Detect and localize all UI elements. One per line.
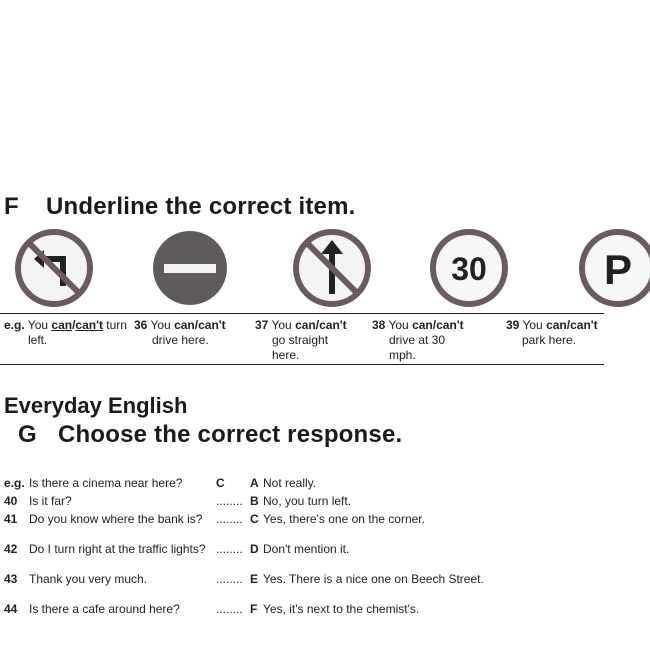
item-choice: can/can't: [412, 318, 464, 332]
speed-limit-text: 30: [451, 251, 487, 287]
response-letter: C: [250, 512, 259, 526]
item-post: turn: [106, 318, 127, 332]
question-row-41: [0, 512, 650, 528]
item-line2: drive here.: [152, 333, 209, 347]
response-letter: E: [250, 572, 259, 586]
item-choice: can/can't: [295, 318, 347, 332]
item-number: 36: [134, 318, 148, 332]
speed-limit-30-sign-icon: [429, 228, 509, 308]
signs-row: [0, 228, 650, 316]
response-letter: D: [250, 542, 259, 556]
no-left-turn-sign-icon: [14, 228, 94, 308]
question-text: Do you know where the bank is?: [29, 512, 203, 526]
item-line2: park here.: [522, 333, 577, 347]
question-text: Is it far?: [29, 494, 72, 508]
response-letter: A: [250, 476, 259, 490]
answer-blank[interactable]: ........: [216, 572, 243, 586]
item-pre: You: [388, 318, 409, 332]
question-text: Is there a cafe around here?: [29, 602, 180, 616]
item-pre: You: [27, 318, 49, 332]
section-f-title: Underline the correct item.: [46, 193, 356, 220]
item-choice-cant: can't: [75, 318, 103, 332]
everyday-english-title: Everyday English: [4, 393, 188, 418]
item-slash: /: [72, 318, 76, 332]
question-number: 41: [4, 512, 18, 526]
answer-blank[interactable]: ........: [216, 542, 243, 556]
item-line3: mph.: [389, 348, 416, 362]
question-text: Do I turn right at the traffic lights?: [29, 542, 206, 556]
response-text: No, you turn left.: [263, 494, 352, 508]
question-number: e.g.: [4, 476, 25, 490]
item-pre: You: [522, 318, 543, 332]
divider-bottom: [0, 364, 604, 365]
response-text: Not really.: [263, 476, 317, 490]
item-eg: [4, 318, 144, 348]
section-f-letter: F: [4, 193, 19, 220]
response-text: Yes, there's one on the corner.: [263, 512, 425, 526]
item-line2: left.: [28, 333, 48, 347]
answer-blank[interactable]: ........: [216, 494, 243, 508]
response-text: Yes, it's next to the chemist's.: [263, 602, 420, 616]
response-text: Yes. There is a nice one on Beech Street.: [263, 572, 484, 586]
question-row-44: [0, 602, 650, 618]
item-38: [372, 318, 492, 363]
no-entry-sign-icon: [150, 228, 230, 308]
question-text: Is there a cinema near here?: [29, 476, 183, 490]
question-row-40: [0, 494, 650, 510]
item-line2: drive at 30: [389, 333, 446, 347]
section-g-letter: G: [18, 421, 37, 448]
answer-blank[interactable]: ........: [216, 512, 243, 526]
question-row-43: [0, 572, 650, 588]
question-answer: C: [216, 476, 225, 490]
item-number: 38: [372, 318, 386, 332]
item-number: e.g.: [4, 318, 25, 332]
item-line2: go straight: [272, 333, 329, 347]
item-39: [506, 318, 626, 348]
divider-top: [0, 313, 604, 314]
item-pre: You: [271, 318, 292, 332]
item-line3: here.: [272, 348, 300, 362]
item-choice: can/can't: [546, 318, 598, 332]
answer-blank[interactable]: ........: [216, 602, 243, 616]
question-number: 42: [4, 542, 18, 556]
no-straight-ahead-sign-icon: [292, 228, 372, 308]
question-row-eg: [0, 476, 650, 492]
response-text: Don't mention it.: [263, 542, 350, 556]
question-number: 44: [4, 602, 18, 616]
parking-sign-icon: [578, 228, 650, 308]
item-number: 39: [506, 318, 520, 332]
question-number: 43: [4, 572, 18, 586]
item-number: 37: [255, 318, 269, 332]
question-text: Thank you very much.: [29, 572, 148, 586]
item-pre: You: [150, 318, 171, 332]
item-choice: can/can't: [174, 318, 226, 332]
question-number: 40: [4, 494, 18, 508]
item-37: [255, 318, 370, 363]
response-letter: B: [250, 494, 259, 508]
response-letter: F: [250, 602, 258, 616]
item-choice-can: can: [51, 318, 73, 332]
question-row-42: [0, 542, 650, 558]
item-36: [134, 318, 254, 348]
section-g-title: Choose the correct response.: [58, 421, 403, 448]
parking-text: P: [603, 246, 633, 293]
